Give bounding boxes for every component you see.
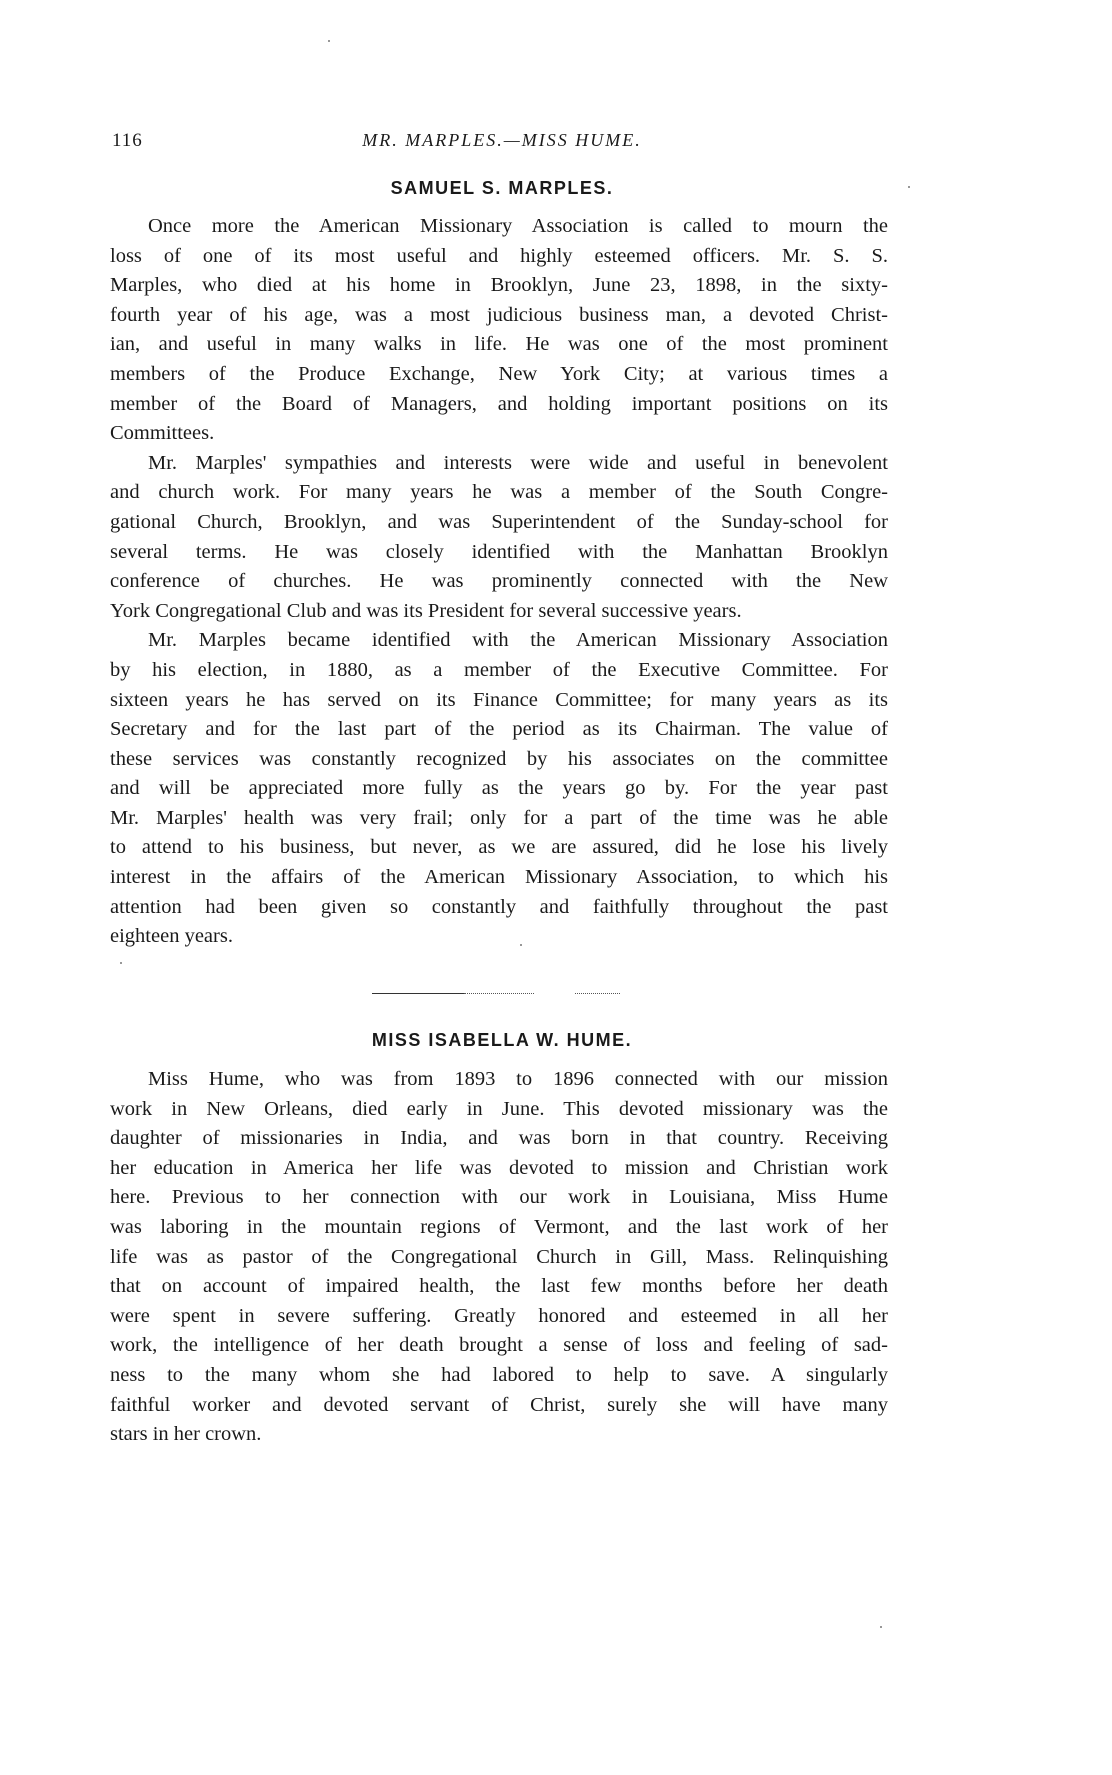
text-line: member of the Board of Managers, and holding important positions on its bbox=[110, 392, 888, 415]
text-line: by his election, in 1880, as a member of the Executive Committee. For bbox=[110, 658, 888, 681]
text-line: Committees. bbox=[110, 422, 215, 445]
paragraph bbox=[110, 212, 888, 449]
text-line: to attend to his business, but never, as we are assured, did he lose his lively bbox=[110, 836, 888, 859]
text-line: Marples, who died at his home in Brooklyn, June 23, 1898, in the sixty- bbox=[110, 274, 888, 297]
divider-segment bbox=[464, 993, 534, 994]
text-line: sixteen years he has served on its Finance Committee; for many years as its bbox=[110, 688, 888, 711]
text-line: conference of churches. He was prominently connected with the New bbox=[110, 570, 888, 593]
paragraph bbox=[110, 449, 888, 627]
text-line: was laboring in the mountain regions of Vermont, and the last work of her bbox=[110, 1215, 888, 1238]
text-line: eighteen years. bbox=[110, 925, 233, 948]
page-number: 116 bbox=[112, 130, 143, 151]
scan-speck bbox=[908, 186, 910, 188]
text-line: York Congregational Club and was its President for several successive years. bbox=[110, 599, 742, 622]
text-line: Once more the American Missionary Association is called to mourn the bbox=[148, 215, 888, 237]
paragraph bbox=[110, 1065, 888, 1450]
section-divider bbox=[0, 993, 1112, 995]
text-line: and church work. For many years he was a member of the South Congre- bbox=[110, 481, 888, 504]
section-heading-marples: SAMUEL S. MARPLES. bbox=[390, 178, 614, 198]
text-line: interest in the affairs of the American Missionary Association, to which his bbox=[110, 866, 888, 889]
running-title: MR. MARPLES.—MISS HUME. bbox=[362, 130, 642, 150]
text-line: faithful worker and devoted servant of Christ, surely she will have many bbox=[110, 1393, 888, 1416]
text-line: Mr. Marples' health was very frail; only for a part of the time was he able bbox=[110, 806, 888, 829]
text-line: Miss Hume, who was from 1893 to 1896 connected with our mission bbox=[148, 1068, 888, 1090]
text-line: ian, and useful in many walks in life. He was one of the most prominent bbox=[110, 333, 888, 356]
text-line: stars in her crown. bbox=[110, 1423, 262, 1446]
text-line: were spent in severe suffering. Greatly honored and esteemed in all her bbox=[110, 1304, 888, 1327]
text-line: that on account of impaired health, the last few months before her death bbox=[110, 1275, 888, 1298]
text-line: Mr. Marples' sympathies and interests were wide and useful in benevolent bbox=[148, 451, 888, 474]
scan-speck bbox=[328, 40, 330, 42]
divider-segment bbox=[575, 993, 620, 994]
text-line: and will be appreciated more fully as the years go by. For the year past bbox=[110, 777, 888, 800]
section-body-marples bbox=[110, 212, 888, 952]
text-line: several terms. He was closely identified with the Manhattan Brooklyn bbox=[110, 540, 888, 563]
text-line: Mr. Marples became identified with the American Missionary Association bbox=[148, 629, 888, 652]
text-line: loss of one of its most useful and highly esteemed officers. Mr. S. S. bbox=[110, 244, 888, 267]
paragraph bbox=[110, 626, 888, 952]
text-line: work, the intelligence of her death brought a sense of loss and feeling of sad- bbox=[110, 1334, 888, 1357]
section-heading-hume: MISS ISABELLA W. HUME. bbox=[371, 1030, 633, 1050]
text-line: attention had been given so constantly and faithfully throughout the past bbox=[110, 895, 888, 918]
text-line: Secretary and for the last part of the period as its Chairman. The value of bbox=[110, 718, 888, 741]
text-line: here. Previous to her connection with our work in Louisiana, Miss Hume bbox=[110, 1186, 888, 1209]
text-line: ness to the many whom she had labored to help to save. A singularly bbox=[110, 1363, 888, 1386]
scan-speck bbox=[120, 962, 122, 964]
text-line: these services was constantly recognized by his associates on the committee bbox=[110, 747, 888, 770]
text-line: gational Church, Brooklyn, and was Superintendent of the Sunday-school for bbox=[110, 510, 888, 533]
text-line: work in New Orleans, died early in June. This devoted missionary was the bbox=[110, 1097, 888, 1120]
text-line: members of the Produce Exchange, New York City; at various times a bbox=[110, 362, 888, 385]
running-head bbox=[112, 130, 892, 160]
text-line: fourth year of his age, was a most judicious business man, a devoted Christ- bbox=[110, 303, 888, 326]
text-line: life was as pastor of the Congregational Church in Gill, Mass. Relinquishing bbox=[110, 1245, 888, 1268]
text-line: daughter of missionaries in India, and was born in that country. Receiving bbox=[110, 1127, 888, 1150]
scan-speck bbox=[880, 1626, 882, 1628]
section-body-hume bbox=[110, 1065, 888, 1450]
divider-segment bbox=[372, 993, 464, 994]
scan-speck bbox=[520, 944, 522, 946]
text-line: her education in America her life was devoted to mission and Christian work bbox=[110, 1156, 888, 1179]
